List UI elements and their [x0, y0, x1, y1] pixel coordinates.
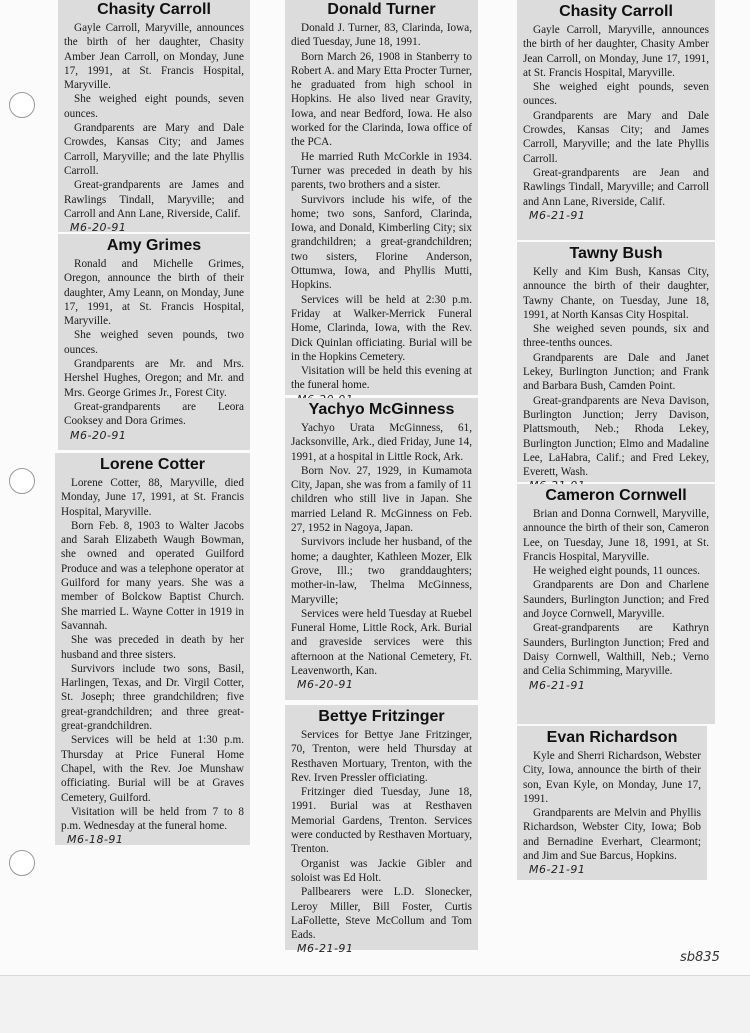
clipping-donald-turner [285, 0, 478, 395]
handwritten-date-note: M6-21-91 [529, 208, 586, 222]
handwritten-date-note: M6-20-91 [297, 678, 354, 692]
clipping-headline: Yachyo McGinness [308, 401, 455, 418]
clipping-paragraph: She weighed eight pounds, seven ounces. [64, 93, 244, 120]
clipping-paragraph: Lorene Cotter, 88, Maryville, died Monday, June 17, 1991, at St. Francis Hospital, Maryville. [61, 477, 244, 518]
clipping-paragraph: Fritzinger died Tuesday, June 18, 1991. Burial was at Resthaven Memorial Gardens, Trenton. Services were conducted by Resthaven Mortuary, Trenton. [291, 786, 473, 856]
clipping-paragraph: Visitation will be held from 7 to 8 p.m. Wednesday at the funeral home. [61, 805, 244, 833]
clipping-paragraph: Gayle Carroll, Maryville, announces the birth of her daughter, Chasity Amber Jean Carroll, on Monday, June 17, 1991, at St. Francis Hospital, Maryville. [64, 22, 244, 92]
clipping-headline: Evan Richardson [546, 729, 678, 746]
clipping-paragraph: Born Feb. 8, 1903 to Walter Jacobs and Sarah Elizabeth Waugh Bowman, she owned and operated Guilford Produce and was a telephone operator at Guilford for many years. She was a member of Bolckow Baptist Church. She married L. Wayne Cotter in 1919 in Savannah. [61, 519, 244, 632]
clipping-paragraph: He weighed eight pounds, 11 ounces. [533, 565, 701, 578]
clipping-headline: Amy Grimes [106, 237, 202, 254]
handwritten-date-note: M6-21-91 [529, 863, 586, 877]
clipping-chasity-carroll-left [58, 0, 250, 235]
clipping-paragraph: Kyle and Sherri Richardson, Webster City, Iowa, announce the birth of their son, Evan Kyle, on Monday, June 17, 1991. [523, 750, 701, 805]
page-number-note: sb835 [680, 950, 720, 965]
clipping-evan-richardson [517, 726, 707, 880]
page-footer-strip [0, 976, 750, 1033]
clipping-paragraph: Services will be held at 2:30 p.m. Friday at Walker-Merrick Funeral Home, Clarinda, Iowa, with the Rev. Dick Quinlan officiating. Burial will be in the Hopkins Cemetery. [291, 293, 472, 363]
handwritten-date-note: M6-20-91 [70, 221, 127, 235]
clipping-paragraph: Born March 26, 1908 in Stanberry to Robert A. and Mary Etta Procter Turner, he graduated from high school in Hopkins. He also lived near Gravity, Iowa, and near Bedford, Iowa. He also worked for the Clarinda, Iowa office of the PCA. [291, 50, 472, 149]
clipping-tawny-bush [517, 242, 715, 482]
clipping-headline: Donald Turner [327, 1, 436, 18]
punch-hole-middle [9, 468, 35, 494]
clipping-paragraph: Great-grandparents are Leora Cooksey and Dora Grimes. [64, 400, 244, 428]
clipping-paragraph: Ronald and Michelle Grimes, Oregon, announce the birth of their daughter, Amy Leann, on Monday, June 17, 1991, at St. Francis Hospital, Maryville. [64, 258, 244, 328]
punch-hole-top [9, 92, 35, 118]
clipping-cameron-cornwell [517, 484, 715, 724]
handwritten-date-note: M6-21-91 [297, 942, 354, 956]
clipping-paragraph: Organist was Jackie Gibler and soloist was Ed Holt. [291, 857, 472, 884]
clipping-paragraph: Grandparents are Mary and Dale Crowdes, Kansas City; and James Carroll, Maryville; and the late Phyllis Carroll. [523, 109, 709, 165]
clipping-paragraph: Great-grandparents are Kathryn Saunders, Burlington Junction; Fred and Daisy Cornwell, Walthill, Neb.; Verno and Celia Schimming, Maryville. [523, 622, 709, 678]
clipping-paragraph: Services will be held at 1:30 p.m. Thursday at Price Funeral Home Chapel, with the Rev. Joe Munshaw officiating. Burial will be at Graves Cemetery, Guilford. [61, 734, 244, 804]
clipping-paragraph: Survivors include his wife, of the home; two sons, Sanford, Clarinda, Iowa, and Donald, Kimberling City; six grandchildren; a great-grandchildren; two sisters, Florine Anderson, Ottumwa, Iowa, and Phyllis Mutti, Hopkins. [291, 193, 472, 292]
clipping-headline: Chasity Carroll [559, 3, 673, 20]
clipping-paragraph: Great-grandparents are Neva Davison, Burlington Junction; Jerry Davison, Plattsmouth, Neb.; Rhoda Lekey, Burlington Junction; Elmo and Madaline Lee, LaHabra, Calif.; and Fred Lekey, Everett, Wash. [523, 394, 709, 479]
clipping-paragraph: Grandparents are Mary and Dale Crowdes, Kansas City; and James Carroll, Maryville; and the late Phyllis Carroll. [64, 122, 244, 177]
clipping-headline: Cameron Cornwell [545, 487, 687, 504]
handwritten-date-note: M6-18-91 [67, 833, 124, 847]
clipping-paragraph: Grandparents are Melvin and Phyllis Richardson, Webster City, Iowa; Bob and Bernadine Everhart, Clearmont; and Jim and Sue Barcus, Hopkins. [523, 807, 701, 863]
clipping-paragraph: Yachyo Urata McGinness, 61, Jacksonville, Ark., died Friday, June 14, 1991, at a hospital in Little Rock, Ark. [291, 422, 472, 463]
clipping-paragraph: He married Ruth McCorkle in 1934. Turner was preceded in death by his parents, two brothers and a sister. [291, 150, 472, 192]
clipping-paragraph: Pallbearers were L.D. Slonecker, Leroy Miller, Bill Foster, Curtis LaFollette, Steve McCollum and Tom Eads. [291, 886, 472, 942]
clipping-lorene-cotter [55, 453, 250, 845]
clipping-headline: Chasity Carroll [97, 1, 211, 18]
clipping-bettye-fritzinger [285, 705, 478, 956]
clipping-headline: Tawny Bush [569, 245, 663, 262]
clipping-paragraph: Grandparents are Don and Charlene Saunders, Burlington Junction; and Fred and Joyce Cornwell, Maryville. [523, 579, 709, 621]
clipping-paragraph: Grandparents are Mr. and Mrs. Hershel Hughes, Oregon; and Mr. and Mrs. George Grimes Jr., Forest City. [64, 358, 244, 399]
clipping-paragraph: Born Nov. 27, 1929, in Kumamota City, Japan, she was from a family of 11 children who still live in Japan. She married Leland R. McGinness on Feb. 27, 1952 in Nagoya, Japan. [291, 464, 472, 535]
clipping-paragraph: She weighed seven pounds, six and three-tenths ounces. [523, 323, 709, 350]
clipping-yachyo-mcginness [285, 398, 478, 700]
clipping-paragraph: Survivors include her husband, of the home; a daughter, Kathleen Mozer, Elk Grove, Ill.; two granddaughters; mother-in-law, Thelma McGinness, Maryville; [291, 536, 472, 606]
clipping-paragraph: Survivors include two sons, Basil, Harlingen, Texas, and Dr. Virgil Cotter, St. Joseph; three grandchildren; five great-grandchildren; and three great-great-grandchildren. [61, 662, 244, 733]
clipping-paragraph: Kelly and Kim Bush, Kansas City, announce the birth of their daughter, Tawny Chante, on Tuesday, June 18, 1991, at North Kansas City Hospital. [523, 266, 709, 321]
clipping-paragraph: She weighed seven pounds, two ounces. [64, 329, 244, 356]
punch-hole-bottom [9, 850, 35, 876]
clipping-headline: Lorene Cotter [100, 456, 205, 473]
clipping-chasity-carroll-right [517, 0, 715, 240]
clipping-paragraph: Visitation will be held this evening at the funeral home. [291, 365, 472, 392]
clipping-amy-grimes [58, 234, 250, 450]
clipping-paragraph: She was preceded in death by her husband and three sisters. [61, 634, 244, 661]
clipping-paragraph: Services were held Tuesday at Ruebel Funeral Home, Little Rock, Ark. Burial and graveside services were this afternoon at the National Cemetery, Ft. Leavenworth, Kan. [291, 607, 472, 678]
clipping-paragraph: Great-grandparents are James and Rawlings Tindall, Maryville; and Carroll and Ann Lane, Riverside, Calif. [64, 179, 244, 220]
clipping-paragraph: Great-grandparents are Jean and Rawlings Tindall, Maryville; and Carroll and Ann Lane, Riverside, Calif. [523, 166, 709, 208]
clipping-paragraph: Donald J. Turner, 83, Clarinda, Iowa, died Tuesday, June 18, 1991. [291, 22, 472, 49]
clipping-paragraph: Services for Bettye Jane Fritzinger, 70, Trenton, were held Thursday at Resthaven Mortuary, Trenton, with the Rev. Irven Pressler officiating. [291, 729, 472, 784]
handwritten-date-note: M6-21-91 [529, 678, 586, 692]
clipping-paragraph: Grandparents are Dale and Janet Lekey, Burlington Junction; and Frank and Barbara Bush, Camden Point. [523, 351, 709, 393]
clipping-paragraph: Brian and Donna Cornwell, Maryville, announce the birth of their son, Cameron Lee, on Tuesday, June 18, 1991, at St. Francis Hospital, Maryville. [523, 508, 709, 563]
clipping-paragraph: She weighed eight pounds, seven ounces. [523, 81, 709, 108]
handwritten-date-note: M6-20-91 [70, 428, 127, 442]
clipping-headline: Bettye Fritzinger [318, 708, 445, 725]
clipping-paragraph: Gayle Carroll, Maryville, announces the birth of her daughter, Chasity Amber Jean Carroll, on Monday, June 17, 1991, at St. Francis Hospital, Maryville. [523, 24, 709, 79]
